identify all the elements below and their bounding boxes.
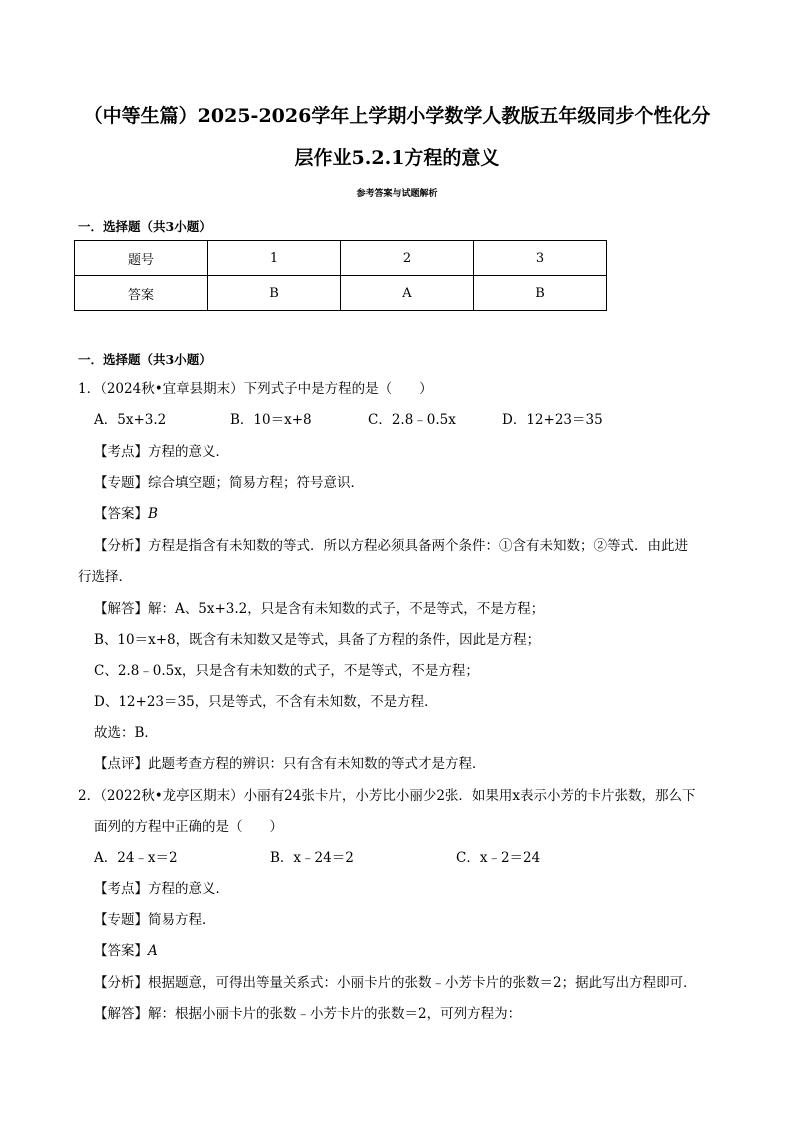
question-1-comment: 【点评】此题考查方程的辨识：只有含有未知数的等式才是方程． [94,756,486,772]
question-1-stem: 1．（2024秋•宜章县期末）下列式子中是方程的是（ ） [78,381,433,397]
question-1-option-a: A．5x+3.2 [94,412,167,428]
table-row [75,276,607,311]
question-1-analysis-line-1: 【分析】方程是指含有未知数的等式．所以方程必须具备两个条件：①含有未知数；②等式．由此进 [94,538,688,554]
table-cell-label: 题号 [75,241,208,276]
question-2-option-a: A．24﹣x＝2 [94,850,178,866]
question-1-answer [94,504,158,524]
section-heading-answer-key: 一．选择题（共3小题） [78,219,212,234]
question-1-option-b: B．10＝x+8 [230,412,312,428]
question-2-zhuanti: 【专题】简易方程． [94,912,216,928]
question-2-solution: 【解答】解：根据小丽卡片的张数﹣小芳卡片的张数＝2，可列方程为： [94,1006,522,1022]
question-1-zhuanti: 【专题】综合填空题；简易方程；符号意识． [94,475,364,491]
answer-value: B [148,506,158,522]
document-title-line-2: 层作业5.2.1方程的意义 [294,147,500,169]
question-2-stem-line-1: 2．（2022秋•龙亭区期末）小丽有24张卡片，小芳比小丽少2张．如果用x表示小芳的卡片张数，那么下 [78,788,696,804]
table-cell: 1 [208,241,341,276]
section-heading-questions: 一．选择题（共3小题） [78,352,212,367]
table-cell: A [341,276,474,311]
table-row [75,241,607,276]
question-1-solution-line-4: D、12+23＝35，只是等式，不含有未知数，不是方程． [94,694,438,710]
question-1-analysis-line-2: 行选择． [78,569,132,585]
question-1-option-c: C．2.8﹣0.5x [368,412,456,428]
question-2-answer [94,941,158,961]
answer-label: 【答案】 [94,943,148,959]
answer-value: A [148,943,158,959]
document-subtitle: 参考答案与试题解析 [356,189,438,199]
document-title-line-1: （中等生篇）2025-2026学年上学期小学数学人教版五年级同步个性化分 [83,105,711,127]
question-2-option-c: C．x﹣2＝24 [456,850,541,866]
table-cell: 2 [341,241,474,276]
question-1-final-choice: 故选：B． [94,725,158,741]
question-1-solution-line-1: 【解答】解：A、5x+3.2，只是含有未知数的式子，不是等式，不是方程； [94,601,545,617]
question-1-kaodian: 【考点】方程的意义． [94,444,229,460]
table-cell: B [208,276,341,311]
answer-label: 【答案】 [94,506,148,522]
question-2-analysis: 【分析】根据题意，可得出等量关系式：小丽卡片的张数﹣小芳卡片的张数＝2；据此写出方程即可． [94,975,697,991]
table-cell-label: 答案 [75,276,208,311]
question-1-solution-line-2: B、10＝x+8，既含有未知数又是等式，具备了方程的条件，因此是方程； [94,632,541,648]
answer-table [74,240,607,311]
table-cell: B [473,276,606,311]
table-cell: 3 [473,241,606,276]
question-1-solution-line-3: C、2.8﹣0.5x，只是含有未知数的式子，不是等式，不是方程； [94,663,479,679]
question-2-option-b: B．x﹣24＝2 [270,850,354,866]
question-2-stem-line-2: 面列的方程中正确的是（ ） [94,819,283,835]
question-1-option-d: D．12+23＝35 [502,412,603,428]
question-2-kaodian: 【考点】方程的意义． [94,881,229,897]
